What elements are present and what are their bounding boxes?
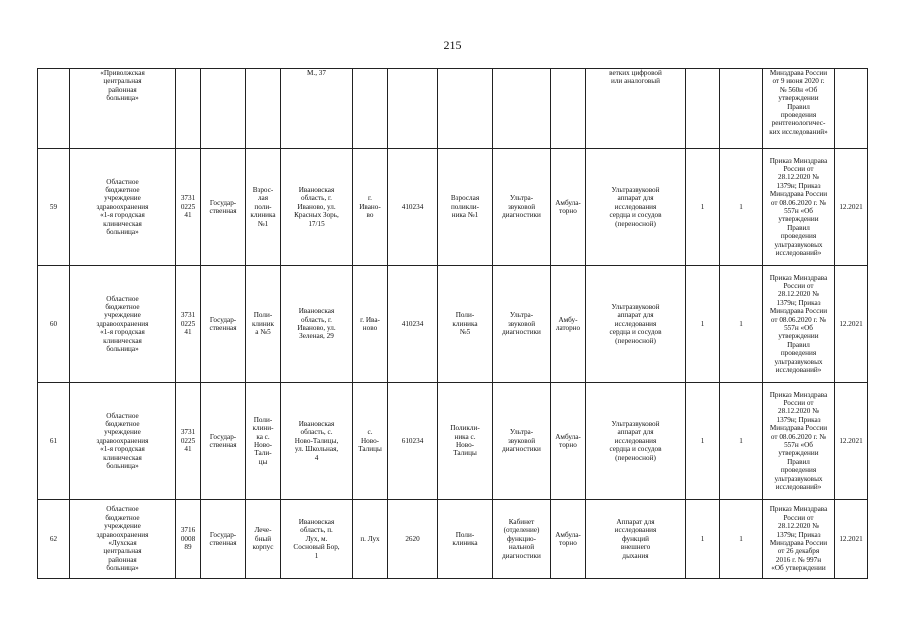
oktmo-cell: 610234 <box>388 383 438 500</box>
locality-cell <box>353 266 388 383</box>
page-number: 215 <box>443 38 462 52</box>
cell-line: ул. Школьная, <box>294 445 339 454</box>
cell-line: исследования <box>614 526 657 535</box>
cell-line: «1-я городская <box>100 328 145 337</box>
oktmo-cell: 2620 <box>388 500 438 579</box>
quantity-planned-cell <box>720 69 763 149</box>
equipment-cell <box>586 500 686 579</box>
cell-line: от 08.06.2020 г. № <box>770 432 827 441</box>
cell-line: 2016 г. № 997н <box>775 555 822 564</box>
basis-cell <box>763 500 835 579</box>
cell-line: исследований» <box>775 366 822 375</box>
cell-line: Ультразвуковой <box>611 302 660 311</box>
cell-line: клиническая <box>103 453 142 462</box>
cell-line: ственная <box>209 324 237 332</box>
equipment-cell <box>586 149 686 266</box>
equipment-cell <box>586 69 686 149</box>
cell-line: здравоохранения <box>96 530 149 539</box>
cell-line: проведения <box>780 111 817 120</box>
cell-line: клиника <box>452 539 478 547</box>
locality-cell <box>353 69 388 149</box>
cell-line: лая <box>257 194 269 203</box>
cell-line: Правил <box>787 102 810 111</box>
cell-line: больница» <box>106 94 139 103</box>
date-cell <box>835 69 868 149</box>
inn-cell <box>176 500 201 579</box>
oktmo-cell <box>388 69 438 149</box>
institution-cell <box>70 266 176 383</box>
cell-line: 557н «Об <box>784 324 813 332</box>
unit-cell <box>438 69 493 149</box>
care-form-cell <box>551 500 586 579</box>
cell-line: утверждении <box>778 94 819 103</box>
cell-line: область, г. <box>301 315 332 324</box>
cell-line: «1-я городская <box>100 445 145 454</box>
cell-line: Ново- <box>360 436 380 445</box>
cell-line: №5 <box>459 328 471 337</box>
cell-line: рентгенологичес- <box>771 119 826 128</box>
table-row <box>38 500 868 579</box>
unit-cell <box>438 266 493 383</box>
cell-line: ких исследований» <box>769 127 828 136</box>
table-row <box>38 266 868 383</box>
cell-line: Ново- <box>253 441 273 449</box>
cell-line: 89 <box>184 543 192 552</box>
cell-line: звуковой <box>507 319 536 328</box>
cell-line: Амбу- <box>558 315 578 324</box>
cell-line: «1-я городская <box>100 211 145 220</box>
cell-line: (переносной) <box>615 336 656 345</box>
cell-line: «Лухская <box>108 539 137 547</box>
quantity-cell: 1 <box>686 149 720 266</box>
cell-line: от 9 июня 2020 г. <box>772 77 825 86</box>
cell-line: функций <box>622 534 649 543</box>
cell-line: функцио- <box>506 534 537 543</box>
cell-line: Приказ Минздрава <box>769 156 828 165</box>
cell-line: 0008 <box>180 534 196 543</box>
cell-line: исследования <box>614 202 657 211</box>
cell-line: 557н «Об <box>784 207 813 215</box>
cell-line: больница» <box>106 345 139 354</box>
cell-line: 3731 <box>180 194 196 203</box>
date-cell: 12.2021 <box>835 383 868 500</box>
cell-line: 557н «Об <box>784 441 813 449</box>
cell-line: Взрос- <box>252 185 274 194</box>
cell-line: Амбула- <box>555 432 581 441</box>
row-number-cell: 59 <box>38 149 70 266</box>
cell-line: Иваново, ул. <box>297 324 336 332</box>
cell-line: М., 37 <box>307 69 326 77</box>
cell-line: Правил <box>787 340 810 349</box>
cell-line: Ультразвуковой <box>611 419 660 428</box>
cell-line: учреждение <box>104 311 141 320</box>
care-form-cell <box>551 149 586 266</box>
department-cell <box>493 266 551 383</box>
institution-cell <box>70 149 176 266</box>
cell-line: центральная <box>103 547 142 556</box>
cell-line: исследований» <box>775 249 822 258</box>
cell-line: Приказ Минздрава <box>769 505 828 514</box>
cell-line: «Об утверждении <box>771 564 826 573</box>
quantity-cell <box>686 69 720 149</box>
cell-line: здравоохранения <box>96 202 149 211</box>
cell-line: 3731 <box>180 311 196 320</box>
address-cell <box>281 500 353 579</box>
cell-line: Приказ Минздрава <box>769 390 828 399</box>
cell-line: Минздрава России <box>769 539 828 547</box>
cell-line: 41 <box>184 211 192 220</box>
subdivision-cell <box>246 383 281 500</box>
cell-line: бюджетное <box>105 302 140 311</box>
cell-line: область, г. <box>301 194 332 203</box>
cell-line: г. <box>368 194 372 203</box>
cell-line: ственная <box>209 441 237 449</box>
cell-line: проведения <box>780 232 817 241</box>
cell-line: звуковой <box>507 436 536 445</box>
cell-line: Поли- <box>455 530 475 539</box>
cell-line: России от <box>783 164 814 173</box>
cell-line: 28.12.2020 № <box>778 522 819 531</box>
cell-line: утверждении <box>778 332 819 341</box>
cell-line: во <box>366 211 374 220</box>
unit-cell <box>438 500 493 579</box>
cell-line: от 08.06.2020 г. № <box>770 198 827 207</box>
cell-line: Областное <box>106 505 139 514</box>
inn-cell <box>176 149 201 266</box>
cell-line: 1379н; Приказ <box>776 530 821 539</box>
cell-line: утверждении <box>778 449 819 458</box>
quantity-cell: 1 <box>686 383 720 500</box>
cell-line: 1379н; Приказ <box>776 415 821 424</box>
locality-cell <box>353 383 388 500</box>
cell-line: ультразвуковых <box>774 240 823 249</box>
ownership-cell <box>201 266 246 383</box>
care-form-cell <box>551 383 586 500</box>
cell-line: торно <box>559 207 577 215</box>
cell-line: Ультразвуковой <box>611 185 660 194</box>
ownership-cell <box>201 383 246 500</box>
date-cell: 12.2021 <box>835 149 868 266</box>
cell-line: районная <box>108 555 137 564</box>
department-cell <box>493 383 551 500</box>
cell-line: Государ- <box>209 530 237 539</box>
equipment-cell <box>586 266 686 383</box>
cell-line: проведения <box>780 349 817 358</box>
subdivision-cell <box>246 500 281 579</box>
institution-cell <box>70 69 176 149</box>
cell-line: Кабинет <box>508 517 535 526</box>
subdivision-cell <box>246 69 281 149</box>
cell-line: бный <box>254 534 272 543</box>
cell-line: Сосновый Бор, <box>293 543 340 552</box>
cell-line: Талицы <box>453 449 477 458</box>
equipment-cell <box>586 383 686 500</box>
cell-line: Талицы <box>358 445 382 454</box>
cell-line: аппарат для <box>617 194 654 203</box>
row-number-cell: 61 <box>38 383 70 500</box>
cell-line: диагностики <box>502 445 541 454</box>
address-cell <box>281 266 353 383</box>
cell-line: (отделение) <box>503 526 540 535</box>
cell-line: нальной <box>508 543 535 552</box>
cell-line: или аналоговый <box>611 77 660 86</box>
cell-line: поликли- <box>450 202 480 211</box>
date-cell: 12.2021 <box>835 500 868 579</box>
cell-line: Ново- <box>455 441 475 449</box>
cell-line: Государ- <box>209 315 237 324</box>
cell-line: России от <box>783 513 814 522</box>
cell-line: Ультра- <box>509 194 534 203</box>
institution-cell <box>70 383 176 500</box>
subdivision-cell <box>246 266 281 383</box>
cell-line: Амбула- <box>555 198 581 207</box>
cell-line: диагностики <box>502 328 541 337</box>
address-cell <box>281 383 353 500</box>
cell-line: Государ- <box>209 432 237 441</box>
row-number-cell: 62 <box>38 500 70 579</box>
cell-line: Минздрава России <box>769 424 828 433</box>
cell-line: бюджетное <box>105 185 140 194</box>
cell-line: бюджетное <box>105 419 140 428</box>
cell-line: клини- <box>252 424 274 433</box>
cell-line: Областное <box>106 294 139 303</box>
cell-line: ственная <box>209 539 237 547</box>
quantity-cell: 1 <box>686 266 720 383</box>
cell-line: №1 <box>257 219 269 228</box>
cell-line: торно <box>559 441 577 449</box>
cell-line: поли- <box>254 202 272 211</box>
department-cell <box>493 69 551 149</box>
cell-line: Правил <box>787 457 810 466</box>
cell-line: ультразвуковых <box>774 474 823 483</box>
cell-line: исследования <box>614 319 657 328</box>
cell-line: Взрослая <box>450 194 480 203</box>
cell-line: исследования <box>614 436 657 445</box>
cell-line: звуковой <box>507 202 536 211</box>
date-cell: 12.2021 <box>835 266 868 383</box>
cell-line: Лух, м. <box>305 534 328 543</box>
cell-line: область, п. <box>300 526 333 535</box>
cell-line: 1379н; Приказ <box>776 298 821 307</box>
cell-line: 3731 <box>180 428 196 437</box>
oktmo-cell: 410234 <box>388 266 438 383</box>
cell-line: Поли- <box>253 415 273 424</box>
cell-line: Государ- <box>209 198 237 207</box>
cell-line: Зеленая, 29 <box>299 332 334 341</box>
cell-line: Минздрава России <box>769 69 828 77</box>
cell-line: (переносной) <box>615 219 656 228</box>
cell-line: 41 <box>184 445 192 454</box>
cell-line: центральная <box>103 77 142 86</box>
care-form-cell <box>551 266 586 383</box>
cell-line: ственная <box>209 207 237 215</box>
oktmo-cell: 410234 <box>388 149 438 266</box>
cell-line: 0225 <box>180 436 196 445</box>
cell-line: от 26 декабря <box>777 547 820 556</box>
cell-line: исследований» <box>775 483 822 492</box>
cell-line: Поли- <box>455 311 475 320</box>
cell-line: ника №1 <box>451 211 479 220</box>
cell-line: районная <box>108 85 137 94</box>
cell-line: дыхания <box>622 551 649 560</box>
cell-line: Ивановская <box>298 517 335 526</box>
cell-line: учреждение <box>104 428 141 437</box>
cell-line: Ивановская <box>298 185 335 194</box>
cell-line: клиник <box>251 319 275 328</box>
quantity-planned-cell: 1 <box>720 149 763 266</box>
cell-line: клиника <box>452 319 478 328</box>
cell-line: область, с. <box>300 428 333 437</box>
cell-line: Иваново, ул. <box>297 202 336 211</box>
cell-line: Поликли- <box>450 424 480 433</box>
cell-line: учреждение <box>104 194 141 203</box>
cell-line: сердца и сосудов <box>609 328 662 337</box>
ownership-cell <box>201 500 246 579</box>
cell-line: больница» <box>106 462 139 471</box>
cell-line: 3716 <box>180 526 196 535</box>
cell-line: России от <box>783 398 814 407</box>
cell-line: сердца и сосудов <box>609 211 662 220</box>
cell-line: внешнего <box>620 543 651 552</box>
cell-line: Поли- <box>253 311 273 320</box>
row-number-cell <box>38 69 70 149</box>
cell-line: клиническая <box>103 336 142 345</box>
cell-line: Областное <box>106 411 139 420</box>
cell-line: аппарат для <box>617 311 654 320</box>
cell-line: (переносной) <box>615 453 656 462</box>
basis-cell <box>763 69 835 149</box>
cell-line: ника с. <box>454 432 476 441</box>
cell-line: ультразвуковых <box>774 357 823 366</box>
table-row <box>38 149 868 266</box>
basis-cell <box>763 266 835 383</box>
cell-line: сердца и сосудов <box>609 445 662 454</box>
cell-line: Приказ Минздрава <box>769 273 828 282</box>
unit-cell <box>438 149 493 266</box>
cell-line: учреждение <box>104 522 141 531</box>
cell-line: диагностики <box>502 211 541 220</box>
cell-line: с. <box>367 428 373 437</box>
cell-line: а №5 <box>255 328 271 337</box>
cell-line: ка с. <box>256 432 270 441</box>
cell-line: Областное <box>106 177 139 186</box>
inn-cell <box>176 383 201 500</box>
cell-line: Ивановская <box>298 419 335 428</box>
cell-line: 1379н; Приказ <box>776 181 821 190</box>
address-cell <box>281 69 353 149</box>
cell-line: аппарат для <box>617 428 654 437</box>
basis-cell <box>763 149 835 266</box>
department-cell <box>493 149 551 266</box>
cell-line: латорно <box>555 324 581 332</box>
cell-line: здравоохранения <box>96 319 149 328</box>
cell-line: Ивановская <box>298 307 335 316</box>
cell-line: Красных Зорь, <box>294 211 339 220</box>
quantity-cell: 1 <box>686 500 720 579</box>
care-form-cell <box>551 69 586 149</box>
institution-cell <box>70 500 176 579</box>
cell-line: Лече- <box>254 526 272 535</box>
quantity-planned-cell: 1 <box>720 500 763 579</box>
cell-line: 28.12.2020 № <box>778 173 819 182</box>
cell-line: Тали- <box>254 449 272 458</box>
cell-line: 1 <box>314 551 319 560</box>
cell-line: корпус <box>252 543 274 552</box>
cell-line: здравоохранения <box>96 436 149 445</box>
cell-line: больница» <box>106 228 139 237</box>
unit-cell <box>438 383 493 500</box>
cell-line: цы <box>258 457 268 466</box>
cell-line: № 560н «Об <box>779 85 818 94</box>
cell-line: клиника <box>250 211 276 220</box>
cell-line: Аппарат для <box>616 517 655 526</box>
locality-cell <box>353 500 388 579</box>
cell-line: г. Ива- <box>360 315 380 324</box>
cell-line: утверждении <box>778 215 819 224</box>
cell-line: бюджетное <box>105 513 140 522</box>
cell-line: Правил <box>787 223 810 232</box>
cell-line: диагностики <box>502 551 541 560</box>
cell-line: 17/15 <box>308 219 325 228</box>
cell-line: проведения <box>780 466 817 475</box>
cell-line: больница» <box>106 564 139 573</box>
address-cell <box>281 149 353 266</box>
cell-line: торно <box>559 539 577 547</box>
cell-line: 4 <box>314 453 319 462</box>
cell-line: Ивано- <box>359 202 381 211</box>
cell-line: 0225 <box>180 319 196 328</box>
cell-line: ветких цифровой <box>609 69 662 77</box>
cell-line: Ультра- <box>509 311 534 320</box>
inn-cell <box>176 69 201 149</box>
cell-line: 0225 <box>180 202 196 211</box>
quantity-planned-cell: 1 <box>720 266 763 383</box>
cell-line: 41 <box>184 328 192 337</box>
equipment-table <box>37 68 868 579</box>
table-row <box>38 383 868 500</box>
basis-cell <box>763 383 835 500</box>
quantity-planned-cell: 1 <box>720 383 763 500</box>
cell-line: ново <box>362 324 378 332</box>
cell-line: «Приволжская <box>100 69 145 77</box>
locality-cell <box>353 149 388 266</box>
cell-line: 28.12.2020 № <box>778 290 819 299</box>
table-row <box>38 69 868 149</box>
row-number-cell: 60 <box>38 266 70 383</box>
cell-line: Минздрава России <box>769 307 828 316</box>
cell-line: Ново-Талицы, <box>294 436 339 445</box>
cell-line: п. Лух <box>360 534 380 543</box>
inn-cell <box>176 266 201 383</box>
cell-line: Ультра- <box>509 428 534 437</box>
cell-line: России от <box>783 281 814 290</box>
cell-line: 28.12.2020 № <box>778 407 819 416</box>
cell-line: клиническая <box>103 219 142 228</box>
cell-line: Амбула- <box>555 530 581 539</box>
ownership-cell <box>201 69 246 149</box>
department-cell <box>493 500 551 579</box>
ownership-cell <box>201 149 246 266</box>
cell-line: от 08.06.2020 г. № <box>770 315 827 324</box>
cell-line: Минздрава России <box>769 190 828 199</box>
subdivision-cell <box>246 149 281 266</box>
